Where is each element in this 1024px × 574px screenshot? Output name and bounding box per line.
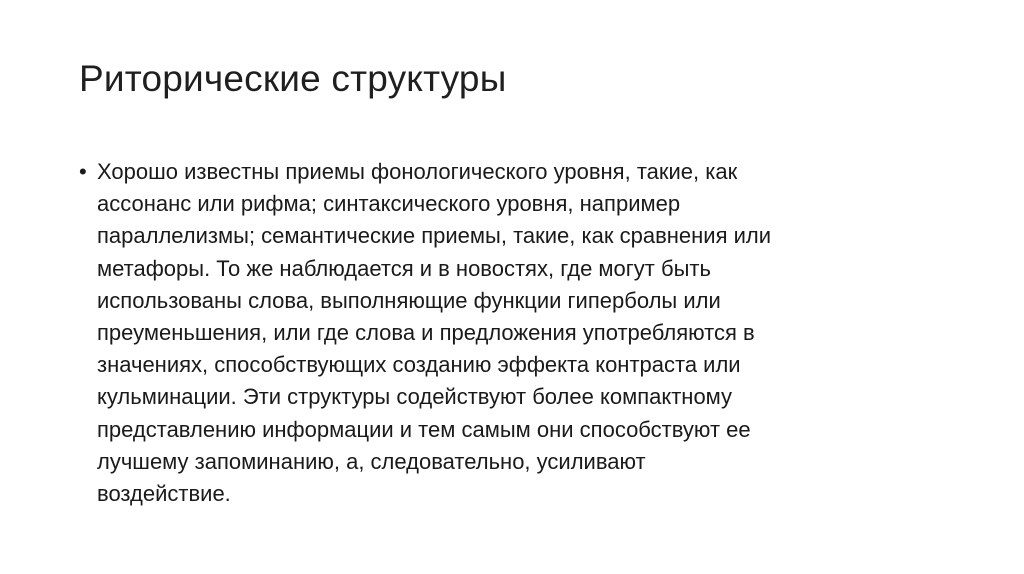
bullet-list — [79, 156, 959, 510]
bullet-text-line: использованы слова, выполняющие функции гиперболы или — [97, 287, 721, 313]
bullet-text-line: представлению информации и тем самым они способствуют ее — [97, 416, 751, 442]
bullet-text-line: метафоры. То же наблюдается и в новостях, где могут быть — [97, 255, 711, 281]
bullet-marker: • — [79, 159, 87, 184]
bullet-text-line: Хорошо известны приемы фонологического уровня, такие, как — [97, 159, 738, 184]
bullet-text-line: параллелизмы; семантические приемы, такие, как сравнения или — [97, 223, 772, 249]
bullet-text-line: ассонанс или рифма; синтаксического уровня, например — [97, 191, 681, 217]
slide-title: Риторические структуры — [79, 58, 507, 99]
bullet-item — [79, 156, 959, 510]
bullet-text-line: лучшему запоминанию, а, следовательно, усиливают — [97, 448, 646, 474]
bullet-text-line: кульминации. Эти структуры содействуют более компактному — [97, 384, 733, 410]
bullet-text-line: преуменьшения, или где слова и предложения употребляются в — [97, 320, 755, 346]
bullet-text-line: воздействие. — [97, 481, 231, 507]
bullet-text-line: значениях, способствующих созданию эффекта контраста или — [97, 352, 741, 378]
